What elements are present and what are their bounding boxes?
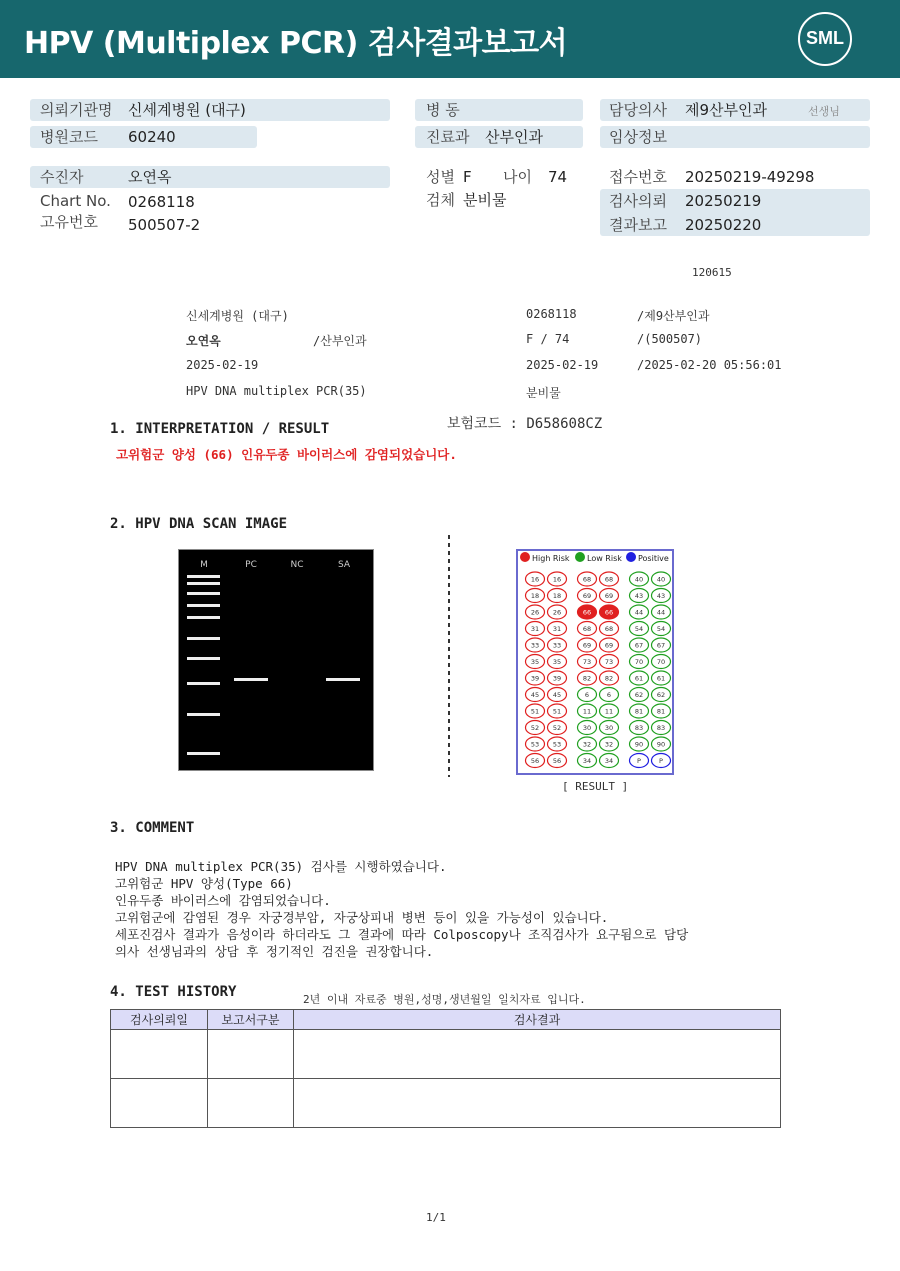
section-2-title: 2. HPV DNA SCAN IMAGE (110, 516, 288, 532)
low-risk-legend-dot (575, 552, 585, 562)
ladder-band (187, 637, 220, 640)
chip-cell-label: 56 (530, 757, 540, 765)
chart-label: Chart No. (40, 192, 111, 210)
dept-label: 진료과 (426, 128, 470, 146)
chip-cell-label: 39 (530, 674, 540, 683)
ladder-band (187, 752, 220, 755)
scan-hospital: 신세계병원 (대구) (186, 309, 289, 323)
chip-cell-label: 30 (582, 724, 592, 732)
chip-cell-label: 53 (530, 740, 540, 749)
report-header (0, 0, 900, 78)
receipt-label: 접수번호 (609, 168, 667, 186)
dept-value: 산부인과 (485, 128, 543, 146)
chip-cell-label: 51 (552, 707, 562, 716)
scan-dept: /산부인과 (313, 334, 367, 348)
request-value: 20250219 (685, 192, 762, 210)
chip-cell-label: 82 (582, 674, 592, 683)
chip-cell-label: 35 (552, 658, 562, 666)
chip-cell-label: 56 (552, 757, 562, 765)
chip-cell-label: 16 (552, 575, 562, 584)
chip-cell-label: 52 (552, 724, 562, 732)
ladder-band (187, 616, 220, 619)
chip-cell-label: 32 (604, 740, 614, 749)
chip-cell-label: P (637, 757, 641, 765)
chip-cell-label: 90 (656, 740, 666, 749)
chip-cell-label: 67 (656, 641, 666, 650)
ward-label: 병 동 (426, 101, 460, 119)
chart-value: 0268118 (128, 193, 195, 211)
report-title: HPV (Multiplex PCR) 검사결과보고서 (24, 26, 568, 61)
chip-cell-label: 26 (530, 608, 540, 617)
chip-cell-label: 81 (656, 707, 666, 716)
chip-cell-label: 11 (604, 707, 614, 716)
chip-cell-label: 6 (584, 691, 590, 699)
ladder-band (187, 575, 220, 578)
chip-cell-label: 51 (530, 707, 540, 716)
receipt-value: 20250219-49298 (685, 168, 815, 186)
chip-cell-label: 70 (634, 658, 644, 666)
chip-cell-label: 44 (634, 608, 644, 617)
chip-cell-label: 40 (656, 575, 666, 584)
scan-date1: 2025-02-19 (186, 358, 259, 372)
comment-line: 고위험군 HPV 양성(Type 66) (115, 876, 293, 891)
chip-cell-label: P (659, 757, 663, 765)
chip-cell-label: 16 (530, 575, 540, 584)
history-table (110, 1009, 781, 1128)
scan-idnum: /(500507) (637, 332, 703, 346)
high-risk-legend-dot (520, 552, 530, 562)
chip-cell-label: 68 (604, 575, 614, 584)
scan-datetime: /2025-02-20 05:56:01 (637, 358, 782, 372)
legend-positive: Positive (638, 554, 669, 563)
sex-value: F (463, 168, 472, 186)
request-label: 검사의뢰 (609, 192, 667, 210)
sa-band (326, 678, 360, 681)
insurance-code: 보험코드 : D658608CZ (447, 416, 603, 432)
gel-image (178, 549, 374, 771)
sex-label: 성별 (426, 168, 455, 186)
chip-cell-label: 83 (656, 724, 666, 732)
comment-line: 세포진검사 결과가 음성이라 하더라도 그 결과에 따라 Colposcopy나 조직검사가 요구됨으로 담당 (115, 927, 689, 942)
comment-line: HPV DNA multiplex PCR(35) 검사를 시행하였습니다. (115, 859, 447, 874)
ladder-band (187, 604, 220, 607)
chip-cell-label: 67 (634, 641, 644, 650)
chip-cell-label: 69 (582, 592, 592, 600)
doctor-label: 담당의사 (609, 101, 667, 119)
chip-cell-label: 52 (530, 724, 540, 732)
chip-cell-label: 69 (604, 592, 614, 600)
table-row (111, 1030, 781, 1079)
chip-cell-label: 45 (530, 691, 540, 699)
chip-cell-label: 39 (552, 674, 562, 683)
patient-value: 오연옥 (128, 168, 172, 186)
ladder-band (187, 592, 220, 595)
org-value: 신세계병원 (대구) (128, 101, 246, 119)
specimen-label: 검체 (426, 191, 455, 209)
gel-lane-label: PC (245, 560, 257, 570)
chip-cell-label: 6 (606, 691, 612, 699)
patient-label: 수진자 (40, 168, 84, 186)
divider-dashed (446, 535, 452, 777)
scan-test: HPV DNA multiplex PCR(35) (186, 384, 367, 398)
chip-cell-label: 18 (552, 592, 562, 600)
report-value: 20250220 (685, 216, 762, 234)
chip-cell-label: 68 (604, 625, 614, 633)
chip-cell-label: 62 (634, 691, 644, 699)
chip-cell-label: 70 (656, 658, 666, 666)
comment-line: 인유두종 바이러스에 감염되었습니다. (115, 893, 331, 908)
specimen-value: 분비물 (463, 191, 507, 209)
chip-cell-label: 61 (656, 674, 666, 683)
chip-cell-label: 73 (604, 658, 614, 666)
hospcode-label: 병원코드 (40, 128, 98, 146)
logo-text: SML (806, 28, 844, 48)
chip-cell-label: 82 (604, 674, 614, 683)
page-number: 1/1 (426, 1211, 446, 1224)
clinical-label: 임상정보 (609, 128, 667, 146)
chip-cell-label: 68 (582, 625, 592, 633)
history-note: 2년 이내 자료중 병원,성명,생년월일 일치자료 입니다. (303, 993, 586, 1006)
ladder-band (187, 657, 220, 660)
chip-cell-label: 90 (634, 740, 644, 749)
chip-cell-label: 66 (582, 608, 592, 617)
section-4-title: 4. TEST HISTORY (110, 984, 237, 1000)
chip-cell-label: 35 (530, 658, 540, 666)
chip-cell-label: 68 (582, 575, 592, 584)
legend-low: Low Risk (587, 554, 622, 563)
chip-cell-label: 61 (634, 674, 644, 683)
chip-cell-label: 44 (656, 608, 666, 617)
chip-cell-label: 32 (582, 740, 592, 749)
chip-cell-label: 34 (604, 757, 614, 765)
chip-cell-label: 43 (656, 592, 666, 600)
scan-patient: 오연옥 (186, 334, 221, 348)
chip-cell-label: 18 (530, 592, 540, 600)
patient-row (30, 166, 390, 188)
section-3-title: 3. COMMENT (110, 820, 195, 836)
ladder-band (187, 713, 220, 716)
scan-doctor: /제9산부인과 (637, 309, 710, 323)
chip-cell-label: 30 (604, 724, 614, 732)
org-label: 의뢰기관명 (40, 101, 113, 119)
chip-cell-label: 73 (582, 658, 592, 666)
gel-lane-label: SA (337, 560, 351, 570)
chip-cell-label: 69 (582, 641, 592, 650)
scan-date2: 2025-02-19 (526, 358, 599, 372)
age-label: 나이 (503, 168, 532, 186)
chip-cell-label: 11 (582, 707, 592, 716)
chip-cell-label: 43 (634, 592, 644, 600)
chip-cell-label: 62 (656, 691, 666, 699)
id-label: 고유번호 (40, 213, 98, 231)
chip-cell-label: 54 (634, 625, 644, 633)
chip-cell-label: 31 (552, 625, 562, 633)
chip-cell-label: 81 (634, 707, 644, 716)
scan-sexage: F / 74 (526, 332, 570, 346)
chip-cell-label: 53 (552, 740, 562, 749)
history-header: 검사결과 (294, 1010, 781, 1030)
positive-legend-dot (626, 552, 636, 562)
id-value: 500507-2 (128, 216, 201, 234)
chip-cell-label: 54 (656, 625, 666, 633)
sml-logo (798, 12, 852, 66)
scan-specimen: 분비물 (526, 386, 561, 400)
scan-code: 120615 (692, 266, 732, 279)
gel-lane-label: M (200, 560, 208, 570)
age-value: 74 (548, 168, 568, 186)
interpretation-result: 고위험군 양성 (66) 인유두종 바이러스에 감염되었습니다. (116, 447, 457, 462)
history-header: 검사의뢰일 (111, 1010, 208, 1030)
chip-cell-label: 33 (530, 641, 540, 650)
hpv-chip (516, 549, 674, 775)
hospcode-value: 60240 (128, 128, 176, 146)
legend-high: High Risk (532, 554, 570, 563)
table-row (111, 1079, 781, 1128)
chip-cell-label: 66 (604, 608, 614, 617)
chip-cell-label: 31 (530, 625, 540, 633)
doctor-value: 제9산부인과 (685, 101, 767, 119)
chip-cell-label: 69 (604, 641, 614, 650)
scan-chart: 0268118 (526, 307, 577, 321)
comment-line: 고위험군에 감염된 경우 자궁경부암, 자궁상피내 병변 등이 있을 가능성이 있습니다. (115, 910, 609, 925)
section-1-title: 1. INTERPRETATION / RESULT (110, 421, 330, 437)
chip-cell-label: 45 (552, 691, 562, 699)
result-label: [ RESULT ] (562, 780, 629, 793)
chip-cell-label: 26 (552, 608, 562, 617)
ladder-band (187, 682, 220, 685)
chip-cell-label: 33 (552, 641, 562, 650)
comment-line: 의사 선생님과의 상담 후 정기적인 검진을 권장합니다. (115, 944, 434, 959)
chip-cell-label: 83 (634, 724, 644, 732)
chip-cell-label: 34 (582, 757, 592, 765)
report-label: 결과보고 (609, 216, 667, 234)
pc-band (234, 678, 268, 681)
gel-lane-label: NC (290, 560, 304, 570)
chip-cell-label: 40 (634, 575, 644, 584)
doctor-suffix: 선생님 (808, 105, 840, 118)
ladder-band (187, 582, 220, 585)
history-header: 보고서구분 (208, 1010, 294, 1030)
